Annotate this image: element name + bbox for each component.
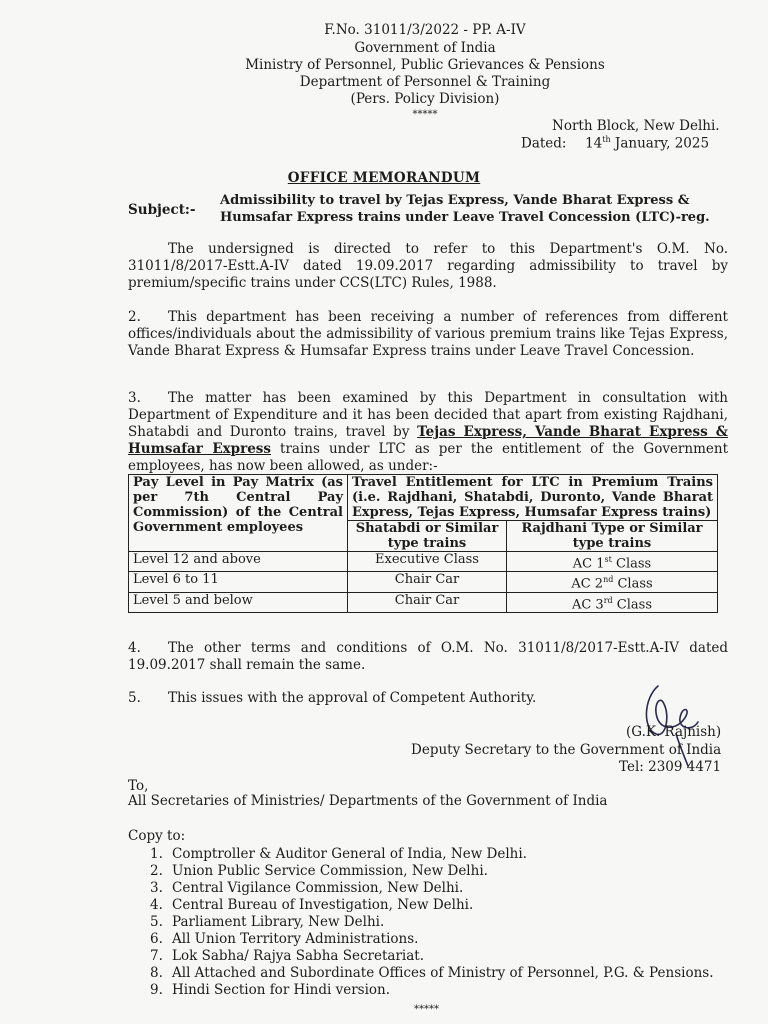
- department-name: Department of Personnel & Training: [299, 74, 551, 90]
- paragraph-4: [128, 640, 728, 674]
- list-item: 5. Parliament Library, New Delhi.: [150, 914, 385, 930]
- signatory-telephone: Tel: 2309 4471: [619, 759, 722, 775]
- table-row: [129, 572, 718, 592]
- list-item: 4. Central Bureau of Investigation, New Delhi.: [150, 897, 474, 913]
- footer-stars: *****: [414, 1004, 439, 1015]
- paragraph-4-number: 4.: [128, 640, 141, 656]
- copy-to-list: [150, 846, 714, 999]
- paragraph-3-number: 3.: [128, 390, 141, 406]
- paragraph-4-text: The other terms and conditions of O.M. No. 31011/8/2017-Estt.A-IV dated 19.09.2017 shall remain the same.: [128, 640, 728, 673]
- table-row: [129, 552, 718, 572]
- table-cell-shatabdi: Chair Car: [348, 572, 507, 592]
- table-cell-level: Level 12 and above: [129, 552, 348, 572]
- table-cell-rajdhani: AC 1st Class: [507, 552, 718, 572]
- list-item: 2. Union Public Service Commission, New Delhi.: [150, 863, 488, 879]
- paragraph-5-number: 5.: [128, 690, 141, 706]
- subject-label: Subject:-: [128, 202, 196, 218]
- paragraph-5-text: This issues with the approval of Competent Authority.: [168, 690, 537, 706]
- paragraph-1: The undersigned is directed to refer to this Department's O.M. No. 31011/8/2017-Estt.A-IV dated 19.09.2017 regarding admissibility to travel by premium/specific trains under CCS(LTC) Rules, 1988.: [128, 241, 728, 291]
- table-cell-shatabdi: Chair Car: [348, 592, 507, 612]
- signatory-designation: Deputy Secretary to the Government of India: [411, 742, 722, 758]
- table-cell-level: Level 5 and below: [129, 592, 348, 612]
- to-label: To,: [128, 778, 149, 794]
- paragraph-2-text: This department has been receiving a number of references from different offices/individuals about the admissibility of various premium trains like Tejas Express, Vande Bharat Express & Humsafar Express trains under Leave Travel Concession.: [128, 309, 728, 359]
- list-item: 3. Central Vigilance Commission, New Delhi.: [150, 880, 464, 896]
- signatory-name: (G.K. Rajnish): [626, 724, 722, 740]
- paragraph-2-number: 2.: [128, 309, 141, 325]
- list-item: 7. Lok Sabha/ Rajya Sabha Secretariat.: [150, 948, 424, 964]
- table-subheader-rajdhani: Rajdhani Type or Similar type trains: [507, 521, 718, 552]
- paragraph-3: [128, 390, 728, 475]
- date-label: Dated:: [521, 135, 567, 152]
- list-item: 9. Hindi Section for Hindi version.: [150, 982, 391, 998]
- table-header-travel-entitlement: Travel Entitlement for LTC in Premium Trains (i.e. Rajdhani, Shatabdi, Duronto, Vande Bharat Express, Tejas Express, Humsafar Express trains): [348, 475, 718, 521]
- paragraph-3-text-b: trains under LTC as per the entitlement of the Government employees, has now been allowed, as under:-: [128, 441, 728, 474]
- table-cell-shatabdi: Executive Class: [348, 552, 507, 572]
- date-sup: th: [602, 135, 611, 144]
- list-item: 1. Comptroller & Auditor General of India, New Delhi.: [150, 846, 527, 862]
- ministry-name: Ministry of Personnel, Public Grievances & Pensions: [245, 57, 605, 73]
- paragraph-2: [128, 309, 728, 360]
- header-stars: *****: [412, 109, 438, 120]
- file-number: F.No. 31011/3/2022 - PP. A-IV: [324, 22, 526, 38]
- to-recipients: All Secretaries of Ministries/ Departments of the Government of India: [128, 793, 608, 809]
- table-cell-rajdhani: AC 3rd Class: [507, 592, 718, 612]
- date-rest: January, 2025: [610, 135, 710, 152]
- paragraph-3-highlight: Tejas Express, Vande Bharat Express & Humsafar Express: [128, 424, 728, 457]
- copy-to-label: Copy to:: [128, 828, 186, 844]
- table-row: [129, 592, 718, 612]
- list-item: 6. All Union Territory Administrations.: [150, 931, 419, 947]
- table-cell-rajdhani: AC 2nd Class: [507, 572, 718, 592]
- table-subheader-shatabdi: Shatabdi or Similar type trains: [348, 521, 507, 552]
- list-item: 8. All Attached and Subordinate Offices of Ministry of Personnel, P.G. & Pensions.: [150, 965, 714, 981]
- government-name: Government of India: [354, 40, 496, 56]
- date-day: 14: [585, 135, 603, 152]
- date-line: [521, 135, 709, 152]
- document-title: OFFICE MEMORANDUM: [287, 170, 481, 186]
- subject-text: Admissibility to travel by Tejas Express, Vande Bharat Express & Humsafar Express trains under Leave Travel Concession (LTC)-reg.: [220, 193, 710, 225]
- entitlement-table: [128, 474, 718, 613]
- division-name: (Pers. Policy Division): [350, 91, 500, 107]
- table-header-pay-level: Pay Level in Pay Matrix (as per 7th Central Pay Commission) of the Central Government employees: [129, 475, 348, 552]
- place: North Block, New Delhi.: [552, 118, 720, 134]
- table-cell-level: Level 6 to 11: [129, 572, 348, 592]
- paragraph-3-text-a: The matter has been examined by this Department in consultation with Department of Expenditure and it has been decided that apart from existing Rajdhani, Shatabdi and Duronto trains, travel by: [128, 390, 728, 440]
